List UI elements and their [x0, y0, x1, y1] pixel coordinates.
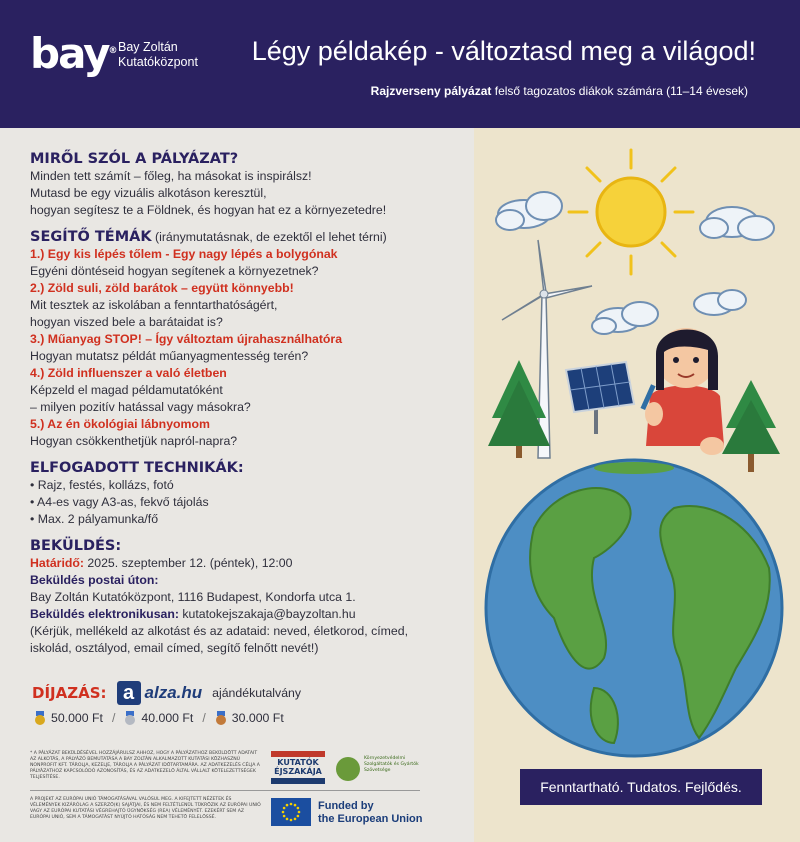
submission-section: [30, 537, 450, 657]
techniques-section: [30, 459, 450, 528]
topic-line: Egyéni döntéseid hogyan segítenek a környezetnek?: [30, 264, 319, 278]
voucher-text: ajándékutalvány: [212, 686, 302, 700]
subtitle-bold: Rajzverseny pályázat: [370, 84, 492, 98]
about-line: hogyan segítesz te a Földnek, és hogyan hat ez a környezetedre!: [30, 203, 387, 217]
prize-amount-second: 40.000 Ft: [141, 711, 194, 725]
eu-funding-text: [318, 800, 423, 826]
topic-line: – milyen pozitív hatással vagy másokra?: [30, 400, 251, 414]
earth-globe-icon: [486, 460, 782, 756]
subtitle-rest: felső tagozatos diákok számára (11–14 évesek): [491, 84, 748, 98]
kutatok-logo-line2: ÉJSZAKÁJA: [274, 767, 322, 776]
about-section: [30, 150, 450, 219]
slogan-banner: Fenntartható. Tudatos. Fejlődés.: [520, 769, 762, 805]
privacy-fine-print: * A PÁLYÁZAT BEKÜLDÉSÉVEL HOZZÁJÁRULSZ AHHOZ, HOGY A PÁLYÁZATHOZ BEKÜLDÖTT ADATAIT AZ ALKOTÁS, A PÁLYÁZÓ BEMUTATÁSA A BAY ZOLTÁN ALKALMAZOTT KUTATÁSI KÖZHASZNÚ NONPROFIT KFT. TÁROLJA, KEZELJE, TÁROLJA A PÁLYÁZAT IDŐTARTAMÁRA. AZ ADATKEZELÉS CÉLJA A PÁLYÁZATHOZ KAPCSOLÓDÓ AZONOSÍTÁS, ÉS AZ ADATKEZELŐ ÁLTAL VÁLLALT KÖTELEZETTSÉGEK TELJESÍTÉSE.: [30, 751, 260, 780]
technique-item: • Max. 2 pályamunka/fő: [30, 511, 450, 528]
topic-line: Hogyan mutatsz példát műanyagmentesség terén?: [30, 349, 309, 363]
submission-note: (Kérjük, mellékeld az alkotást és az adataid: neved, életkorod, címed,: [30, 624, 408, 638]
kutatok-logo-text: [271, 758, 325, 776]
deadline-value: 2025. szeptember 12. (péntek), 12:00: [83, 556, 293, 570]
eu-flag-icon: [271, 798, 311, 826]
technique-item: • Rajz, festés, kollázs, fotó: [30, 477, 450, 494]
prize-separator: /: [111, 711, 116, 725]
earth-girl-illustration: [474, 128, 800, 842]
email-submission: [30, 606, 450, 623]
kutatok-ejszakaja-logo: [271, 751, 325, 787]
page-subtitle: [371, 84, 748, 98]
bay-logo: [30, 29, 118, 78]
topics-heading-text: SEGÍTŐ TÉMÁK: [30, 229, 152, 245]
girl-figure-icon: [640, 328, 724, 455]
email-label: Beküldés elektronikusan:: [30, 607, 179, 621]
about-heading: MIRŐL SZÓL A PÁLYÁZAT?: [30, 151, 239, 167]
gold-medal-icon: [34, 711, 46, 725]
deadline-label: Határidő:: [30, 556, 84, 570]
illustration-panel: [474, 128, 800, 842]
submission-note: iskolád, osztályod, email címed, segítő felnőtt nevét!): [30, 641, 319, 655]
kszgysz-logo: [336, 753, 421, 785]
topics-section: [30, 228, 450, 450]
submission-heading: BEKÜLDÉS:: [30, 538, 122, 554]
topic-line: hogyan viszed bele a barátaidat is?: [30, 315, 223, 329]
prize-amount-first: 50.000 Ft: [51, 711, 103, 725]
prize-amount-third: 30.000 Ft: [231, 711, 284, 725]
kutatok-logo-stripe: [271, 751, 325, 757]
postal-label: Beküldés postai úton:: [30, 573, 159, 587]
alza-logo-text: alza.hu: [144, 683, 203, 702]
topic-line: Mit tesztek az iskolában a fenntarthatóságért,: [30, 298, 278, 312]
postal-address: Bay Zoltán Kutatóközpont, 1116 Budapest, Kondorfa utca 1.: [30, 590, 356, 604]
tree-icon: [488, 360, 780, 472]
kszgysz-logo-text: Környezetvédelmi Szolgáltatók és Gyártók Szövetsége: [364, 756, 419, 773]
about-line: Minden tett számít – főleg, ha másokat is inspirálsz!: [30, 169, 312, 183]
alza-logo-icon: a: [117, 681, 141, 705]
org-name-line1: Bay Zoltán: [118, 40, 178, 54]
eu-disclaimer: A PROJEKT AZ EURÓPAI UNIÓ TÁMOGATÁSÁVAL VALÓSUL MEG. A KIFEJTETT NÉZETEK ÉS VÉLEMÉNYEK KIZÁRÓLAG A SZERZŐ(K) SAJÁTJAI, ÉS NEM FELTÉTLENÜL TÜKRÖZIK AZ EURÓPAI UNIÓ VAGY AZ EURÓPAI KUTATÁSI VÉGREHAJTÓ ÜGYNÖKSÉG (REA) VÉLEMÉNYÉT. EZEKÉRT SEM AZ EURÓPAI UNIÓ, SEM A TÁMOGATÁST NYÚJTÓ HATÓSÁG NEM TEHETŐ FELELŐSSÉ.: [30, 797, 261, 820]
technique-item: • A4-es vagy A3-as, fekvő tájolás: [30, 494, 450, 511]
topic-title: 4.) Zöld influenszer a való életben: [30, 366, 227, 380]
prizes-row: [32, 679, 301, 707]
topics-heading: [30, 228, 450, 246]
topic-line: Hogyan csökkenthetjük napról-napra?: [30, 434, 238, 448]
deadline: [30, 555, 450, 572]
solar-panel-icon: [566, 362, 634, 434]
sun-icon: [569, 150, 693, 274]
topic-line: Képzeld el magad példamutatóként: [30, 383, 223, 397]
eu-funding-line1: Funded by: [318, 800, 374, 812]
techniques-heading: ELFOGADOTT TECHNIKÁK:: [30, 460, 244, 476]
org-name: [118, 40, 198, 70]
bronze-medal-icon: [215, 711, 227, 725]
topic-title: 2.) Zöld suli, zöld barátok – együtt könnyebb!: [30, 281, 294, 295]
topic-title: 3.) Műanyag STOP! – Így változtam újrahasználhatóra: [30, 332, 343, 346]
kutatok-logo-bar: [271, 778, 325, 784]
kutatok-logo-line1: KUTATÓK: [277, 758, 319, 767]
prizes-heading: DÍJAZÁS:: [32, 684, 107, 702]
topic-title: 5.) Az én ökológiai lábnyomom: [30, 417, 210, 431]
org-name-line2: Kutatóközpont: [118, 55, 198, 69]
content-column: [30, 150, 450, 666]
page-title: Légy példakép - változtasd meg a világod!: [251, 36, 756, 66]
header-banner: [0, 0, 800, 128]
silver-medal-icon: [124, 711, 136, 725]
eu-funding-line2: the European Union: [318, 813, 423, 825]
prize-amounts: [34, 711, 284, 725]
topic-title: 1.) Egy kis lépés tőlem - Egy nagy lépés a bolygónak: [30, 247, 338, 261]
footer-divider: [30, 790, 420, 791]
topics-note: (iránymutatásnak, de ezektől el lehet térni): [151, 230, 387, 244]
eu-stars-icon: [271, 798, 311, 826]
logo-registered-mark: ®: [108, 46, 118, 56]
prize-separator: /: [202, 711, 206, 725]
kszgysz-emblem-icon: [336, 757, 360, 781]
about-line: Mutasd be egy vizuális alkotáson keresztül,: [30, 186, 267, 200]
email-address[interactable]: kutatokejszakaja@bayzoltan.hu: [178, 607, 356, 621]
logo-text: bay: [30, 29, 109, 78]
